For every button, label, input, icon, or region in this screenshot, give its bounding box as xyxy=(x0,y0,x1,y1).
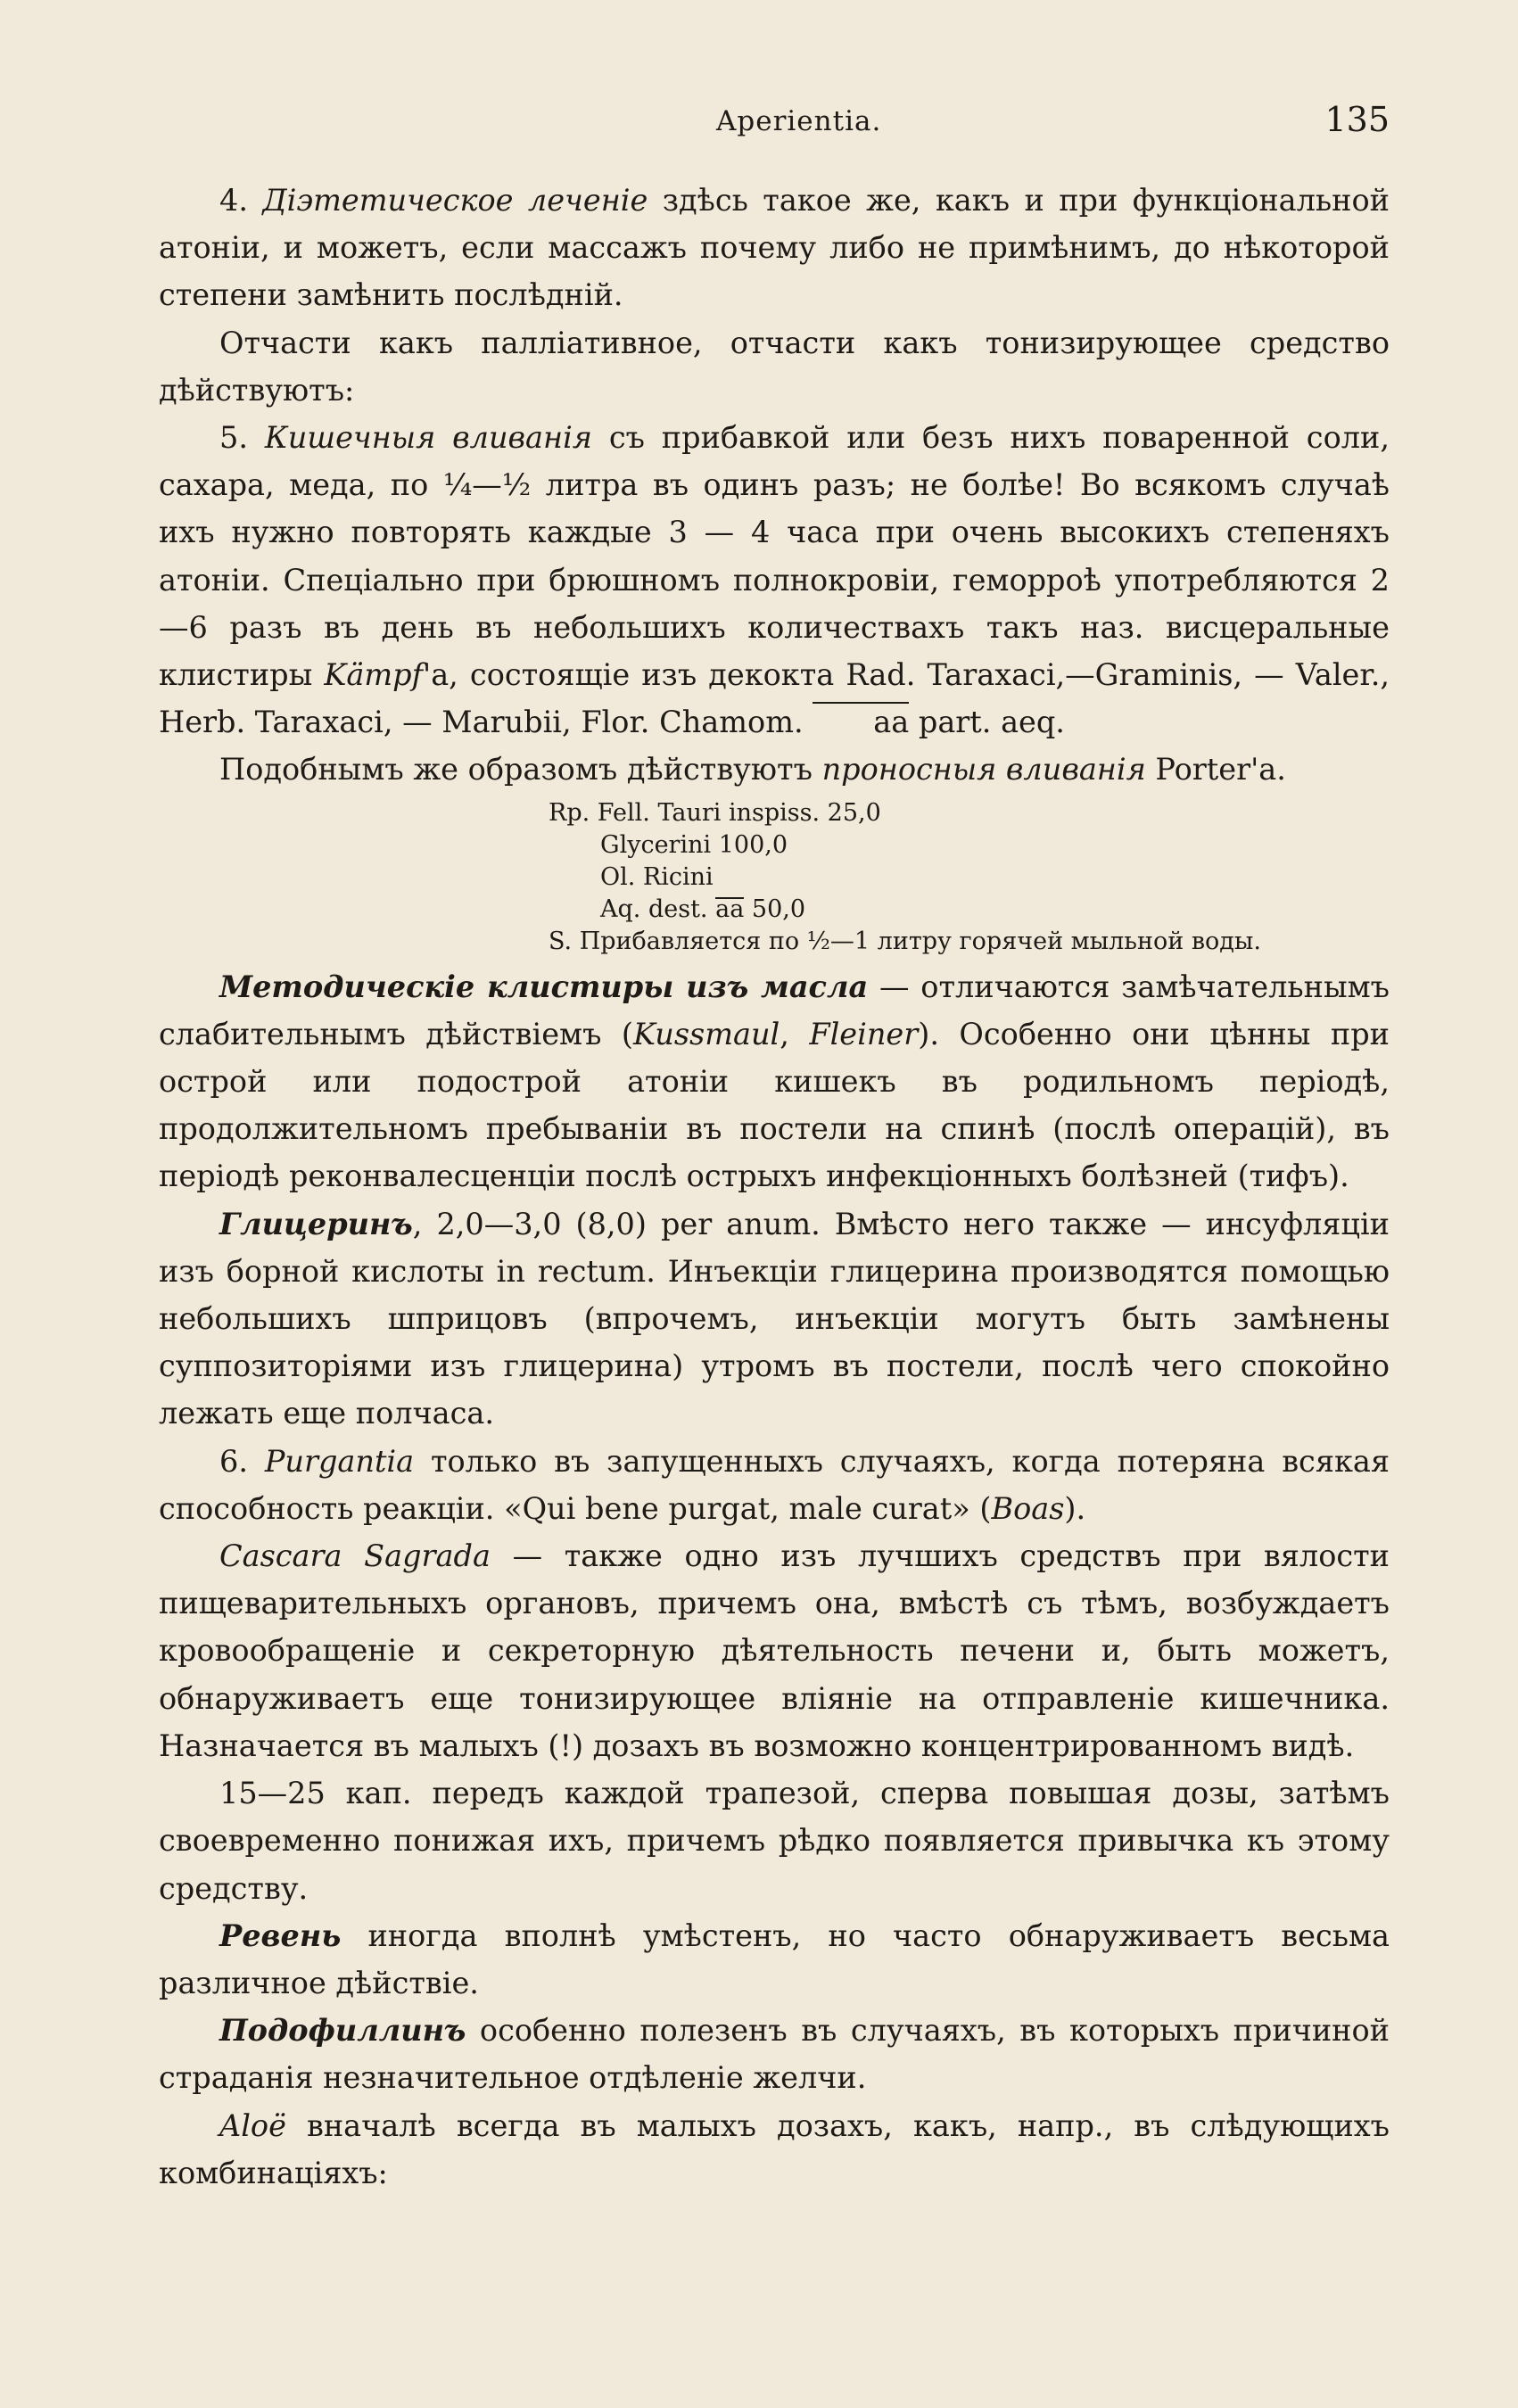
paragraph-text: здѣсь такое же, какъ и при функціональной атоніи, и можетъ, если массажъ почему либо не примѣнимъ, до нѣкоторой степени замѣнить послѣдній. xyxy=(159,183,1390,313)
paragraph-enemas xyxy=(159,414,1390,746)
term-podophyllin: Подофиллинъ xyxy=(219,2013,466,2049)
paragraph-text: Porter'а. xyxy=(1155,752,1286,788)
paragraph-text: ). xyxy=(1064,1490,1086,1526)
term-oil-enemas: Методическіе клистиры изъ масла xyxy=(219,969,869,1004)
page-number: 135 xyxy=(1324,100,1390,139)
ana-mark: aa xyxy=(715,894,744,926)
paragraph-cascara xyxy=(159,1532,1390,1769)
paragraph-text: — также одно изъ лучшихъ средствъ при вялости пищеварительныхъ органовъ, причемъ она, вмѣстѣ съ тѣмъ, возбуждаетъ кровообращеніе и секреторную дѣятельность печени и, быть можетъ, обнаруживаетъ еще тонизирующее вліяніе на отправленіе кишечника. Назначается въ малыхъ (!) дозахъ въ возможно концентрированномъ видѣ. xyxy=(159,1538,1390,1763)
paragraph-text: — отличаются замѣчательнымъ слабительнымъ дѣйствіемъ ( xyxy=(159,969,1390,1051)
paragraph-text: , 2,0—3,0 (8,0) per anum. Вмѣсто него также — инсуфляціи изъ борной кислоты in rectum. Инъекціи глицерина производятся помощью небольшихъ шприцовъ (впрочемъ, инъекціи могутъ быть замѣнены суппозиторіями изъ глицерина) утромъ въ постели, послѣ чего спокойно лежать еще полчаса. xyxy=(159,1206,1390,1431)
term-cascara: Cascara Sagrada xyxy=(219,1538,491,1574)
paragraph-text: вначалѣ всегда въ малыхъ дозахъ, какъ, напр., въ слѣдующихъ комбинаціяхъ: xyxy=(159,2107,1390,2190)
page-header xyxy=(159,100,1390,153)
term-purgantia: Purgantia xyxy=(264,1443,415,1479)
paragraph-text: особенно полезенъ въ случаяхъ, въ которыхъ причиной страданія незначительное отдѣленіе желчи. xyxy=(159,2013,1390,2096)
term-dietetic: Діэтетическое леченіе xyxy=(262,183,648,218)
paragraph-text: только въ запущенныхъ случаяхъ, когда потеряна всякая способность реакціи. «Qui bene purgat, male curat» ( xyxy=(159,1443,1390,1526)
separator: , xyxy=(780,1016,810,1051)
author-name: Kämpf xyxy=(324,657,423,693)
term-aloe: Aloë xyxy=(219,2107,286,2143)
paragraph-text: литра въ одинъ разъ; не болѣе! Во всякомъ случаѣ ихъ нужно повторять каждые 3 — 4 часа при очень высокихъ степеняхъ атоніи. Спеціально при брюшномъ полнокровіи, геморроѣ употребляются 2—6 разъ въ день въ небольшихъ количествахъ такъ наз. висцеральные клистиры xyxy=(159,467,1390,693)
prescription-dose: 50,0 xyxy=(751,895,806,923)
prescription-line xyxy=(159,894,1390,926)
prescription-signature: S. Прибавляется по ½—1 литру горячей мыльной воды. xyxy=(549,927,1261,955)
paragraph-dietetic xyxy=(159,177,1390,319)
paragraph-text: ). Особенно они цѣнны при острой или подострой атоніи кишекъ въ родильномъ періодѣ, продолжительномъ пребываніи въ постели на спинѣ (послѣ операцій), въ періодѣ реконвалесценціи послѣ острыхъ инфекціонныхъ болѣзней (тифъ). xyxy=(159,1016,1390,1194)
author-name: Boas xyxy=(991,1490,1065,1526)
paragraph-text: 'а, состоящіе изъ декокта Rad. Taraxaci,—Graminis, — Valer., Herb. Taraxaci, — Marubii, Flor. Chamom. xyxy=(159,657,1390,740)
paragraph-glycerin xyxy=(159,1200,1390,1438)
prescription-line: Rp. Fell. Tauri inspiss. 25,0 xyxy=(549,798,881,827)
author-name: Kussmaul xyxy=(632,1016,780,1051)
paragraph-text: съ прибавкой или безъ нихъ поваренной соли, сахара, меда, по xyxy=(159,420,1390,503)
item-number: 4. xyxy=(219,183,248,218)
prescription-line: Glycerini 100,0 xyxy=(600,830,788,859)
paragraph-laxative-enemas xyxy=(159,746,1390,793)
running-head: Aperientia. xyxy=(716,105,882,137)
term-glycerin: Глицеринъ xyxy=(219,1206,413,1241)
term-enemas: Кишечныя вливанія xyxy=(264,420,592,456)
prescription-item: Aq. dest. xyxy=(600,895,708,923)
ana-mark: aa xyxy=(813,698,909,746)
paragraph-palliative xyxy=(159,319,1390,414)
paragraph-aloe xyxy=(159,2102,1390,2197)
author-name: Fleiner xyxy=(809,1016,919,1051)
item-number: 6. xyxy=(219,1443,248,1479)
paragraph-purgantia xyxy=(159,1438,1390,1532)
term-rhubarb: Ревень xyxy=(219,1917,342,1953)
paragraph-dosage xyxy=(159,1769,1390,1912)
paragraph-podophyllin xyxy=(159,2007,1390,2101)
prescription xyxy=(159,797,1390,958)
paragraph-text: иногда вполнѣ умѣстенъ, но часто обнаруживаетъ весьма различное дѣйствіе. xyxy=(159,1917,1390,2000)
paragraph-text: Отчасти какъ палліативное, отчасти какъ тонизирующее средство дѣйствуютъ: xyxy=(159,325,1390,408)
page-body xyxy=(159,177,1390,2197)
paragraph-oil-enemas xyxy=(159,963,1390,1200)
paragraph-text: part. aeq. xyxy=(918,705,1065,740)
term-laxative-enemas: проносныя вливанія xyxy=(821,752,1146,788)
paragraph-text: 15—25 кап. передъ каждой трапезой, сперва повышая дозы, затѣмъ своевременно понижая ихъ, причемъ рѣдко появляется привычка къ этому средству. xyxy=(159,1776,1390,1906)
prescription-line: Ol. Ricini xyxy=(600,862,714,891)
paragraph-text: Подобнымъ же образомъ дѣйствуютъ xyxy=(219,752,813,788)
fraction: ¼—½ xyxy=(442,467,532,503)
item-number: 5. xyxy=(219,420,248,456)
paragraph-rhubarb xyxy=(159,1912,1390,2007)
